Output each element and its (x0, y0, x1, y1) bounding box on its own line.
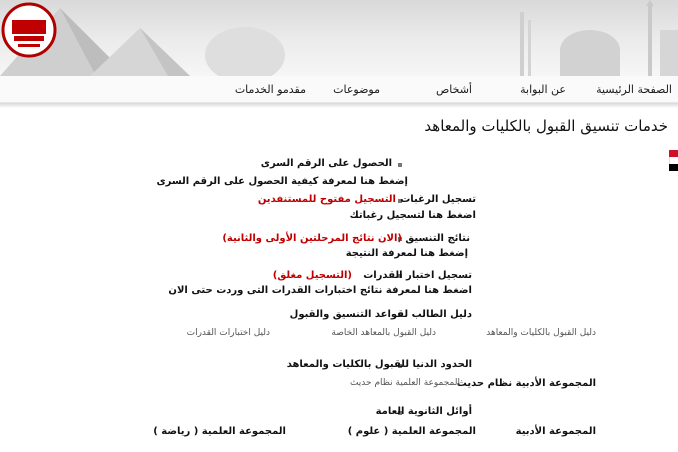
results-title: نتائج التنسيق (405, 233, 470, 244)
flag-strip (669, 150, 678, 172)
results-link[interactable]: إضغط هنا لمعرفة النتيجة (345, 248, 468, 259)
skyline-illustration (0, 0, 678, 76)
aptitude-status: (التسجيل مغلق) (272, 270, 352, 281)
guide-link-private-institutes[interactable]: دليل القبول بالمعاهد الخاصة (331, 328, 436, 338)
minimum-link-literary[interactable]: المجموعة الأدبية نظام حديث (456, 378, 596, 389)
secret-number-link[interactable]: إضغط هنا لمعرفة كيفية الحصول على الرقم السرى (156, 176, 408, 187)
nav-shadow (0, 103, 678, 108)
top-students-title: أوائل الثانوية العامة (375, 406, 472, 417)
results-status: (الان نتائج المرحلتين الأولى والثانية) (222, 233, 402, 244)
nav-about[interactable]: عن البوابة (520, 83, 566, 96)
aptitude-title: تسجيل اختبار القدرات (363, 270, 472, 281)
minimum-link-scientific[interactable]: المجموعة العلمية نظام حديث (349, 378, 460, 388)
top-link-math[interactable]: المجموعة العلمية ( رياضة ) (153, 426, 286, 437)
top-link-literary[interactable]: المجموعة الأدبية (515, 426, 596, 437)
nav-home[interactable]: الصفحة الرئيسية (596, 83, 672, 96)
guide-link-colleges[interactable]: دليل القبول بالكليات والمعاهد (486, 328, 596, 338)
guide-link-aptitude[interactable]: دليل اختبارات القدرات (186, 328, 270, 338)
portal-logo (0, 0, 58, 68)
main-nav (0, 76, 678, 103)
nav-people[interactable]: أشخاص (435, 83, 472, 96)
page-title: خدمات تنسيق القبول بالكليات والمعاهد (424, 117, 668, 135)
aptitude-link[interactable]: اضغط هنا لمعرفة نتائج اختبارات القدرات التى وردت حتى الان (168, 285, 472, 296)
wishes-title: تسجيل الرغبات (400, 194, 476, 205)
guide-title: دليل الطالب لقواعد التنسيق والقبول (289, 309, 472, 320)
wishes-link[interactable]: اضغط هنا لتسجيل رغباتك (349, 210, 476, 221)
nav-topics[interactable]: موضوعات (333, 83, 380, 96)
nav-service-providers[interactable]: مقدمو الخدمات (234, 83, 306, 96)
header-banner (0, 0, 678, 76)
wishes-status: التسجيل مفتوح للمستنفدين (257, 194, 396, 205)
secret-number-title: الحصول على الرقم السرى (260, 158, 392, 169)
top-link-science[interactable]: المجموعة العلمية ( علوم ) (347, 426, 476, 437)
minimum-title: الحدود الدنيا للقبول بالكليات والمعاهد (286, 359, 472, 370)
bullet (398, 163, 402, 167)
